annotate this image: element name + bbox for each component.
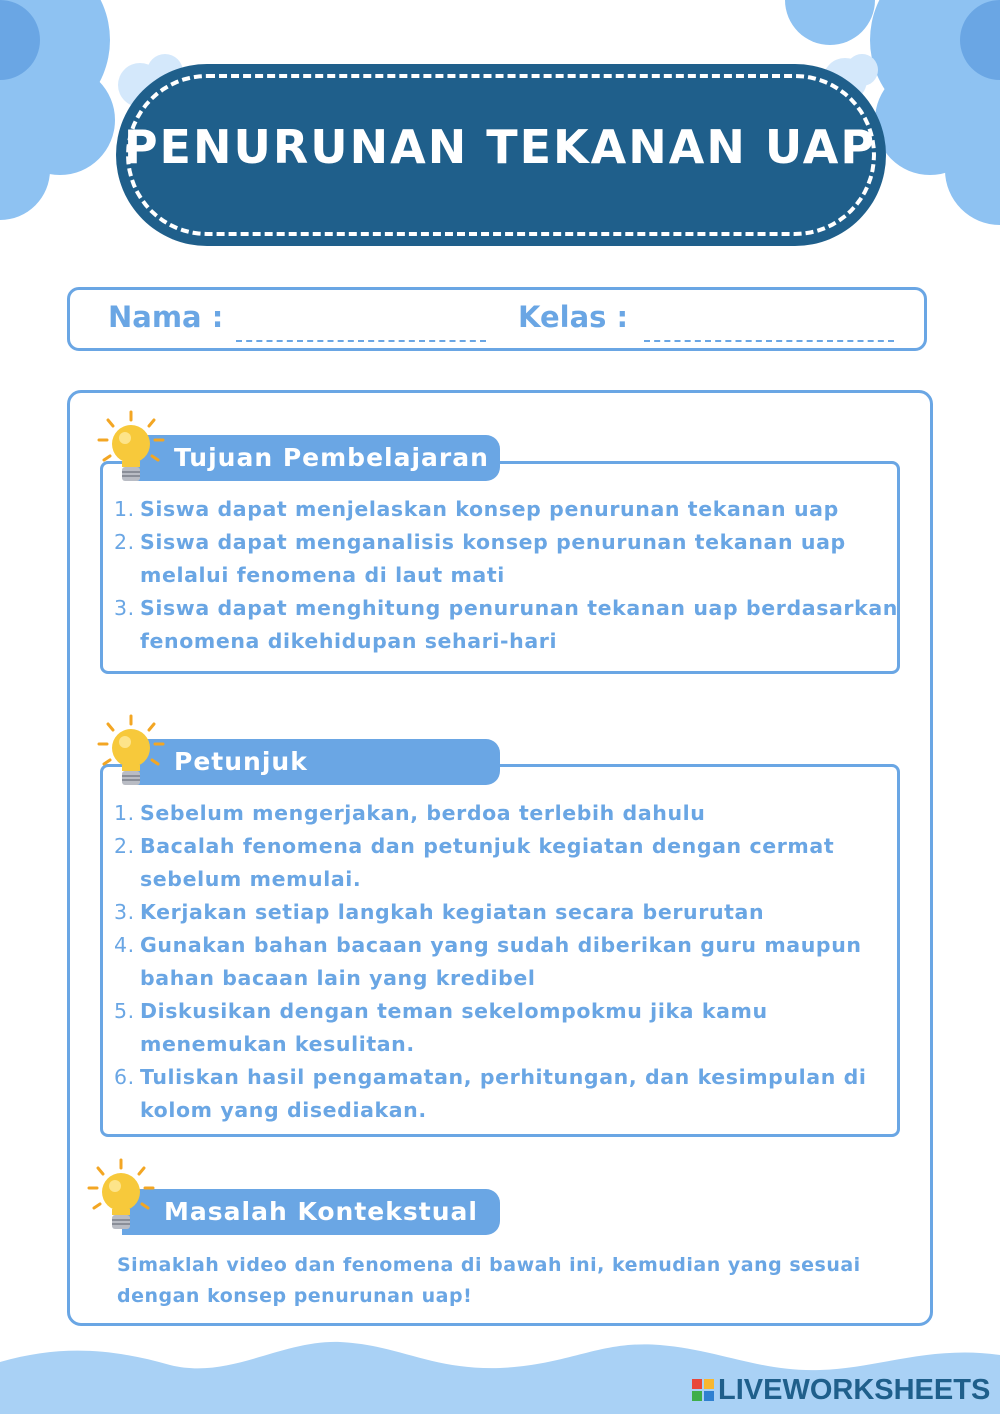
liveworksheets-logo-icon bbox=[692, 1379, 714, 1401]
list-item bbox=[114, 896, 904, 929]
list-text: Sebelum mengerjakan, berdoa terlebih dahulu bbox=[140, 801, 706, 825]
list-text: Bacalah fenomena dan petunjuk kegiatan dengan cermat sebelum memulai. bbox=[140, 834, 835, 891]
instructions-list bbox=[114, 797, 904, 1127]
objectives-heading: Tujuan Pembelajaran bbox=[132, 435, 500, 481]
list-item bbox=[114, 526, 904, 592]
list-number: 1. bbox=[114, 497, 135, 521]
instructions-heading: Petunjuk bbox=[132, 739, 500, 785]
list-item bbox=[114, 830, 904, 896]
list-number: 2. bbox=[114, 834, 135, 858]
list-item bbox=[114, 493, 904, 526]
list-item bbox=[114, 995, 904, 1061]
class-input-line[interactable] bbox=[644, 340, 894, 342]
liveworksheets-brand[interactable] bbox=[692, 1374, 990, 1406]
list-number: 4. bbox=[114, 933, 135, 957]
list-text: Tuliskan hasil pengamatan, perhitungan, dan kesimpulan di kolom yang disediakan. bbox=[140, 1065, 867, 1122]
list-text: Siswa dapat menghitung penurunan tekanan uap berdasarkan fenomena dikehidupan sehari-hari bbox=[140, 596, 899, 653]
list-text: Gunakan bahan bacaan yang sudah diberikan guru maupun bahan bacaan lain yang kredibel bbox=[140, 933, 862, 990]
list-number: 5. bbox=[114, 999, 135, 1023]
list-number: 1. bbox=[114, 801, 135, 825]
list-text: Diskusikan dengan teman sekelompokmu jika kamu menemukan kesulitan. bbox=[140, 999, 768, 1056]
list-item bbox=[114, 592, 904, 658]
list-number: 3. bbox=[114, 900, 135, 924]
name-input-line[interactable] bbox=[236, 340, 486, 342]
logo-square bbox=[704, 1379, 714, 1389]
name-label: Nama : bbox=[108, 300, 224, 334]
list-number: 6. bbox=[114, 1065, 135, 1089]
list-text: Siswa dapat menjelaskan konsep penurunan tekanan uap bbox=[140, 497, 839, 521]
list-text: Kerjakan setiap langkah kegiatan secara berurutan bbox=[140, 900, 765, 924]
logo-square bbox=[692, 1379, 702, 1389]
class-label: Kelas : bbox=[518, 300, 629, 334]
lightbulb-icon bbox=[96, 714, 166, 792]
lightbulb-icon bbox=[86, 1158, 156, 1236]
logo-square bbox=[704, 1391, 714, 1401]
list-text: Siswa dapat menganalisis konsep penurunan tekanan uap melalui fenomena di laut mati bbox=[140, 530, 846, 587]
list-item bbox=[114, 1061, 904, 1127]
list-number: 2. bbox=[114, 530, 135, 554]
list-item bbox=[114, 929, 904, 995]
list-number: 3. bbox=[114, 596, 135, 620]
lightbulb-icon bbox=[96, 410, 166, 488]
page-title: PENURUNAN TEKANAN UAP bbox=[123, 120, 877, 174]
list-item bbox=[114, 797, 904, 830]
context-paragraph: Simaklah video dan fenomena di bawah ini, kemudian yang sesuai dengan konsep penurunan uap! bbox=[117, 1254, 861, 1307]
objectives-list bbox=[114, 493, 904, 658]
brand-name: LIVEWORKSHEETS bbox=[718, 1373, 991, 1406]
context-heading: Masalah Kontekstual bbox=[122, 1189, 500, 1235]
logo-square bbox=[692, 1391, 702, 1401]
